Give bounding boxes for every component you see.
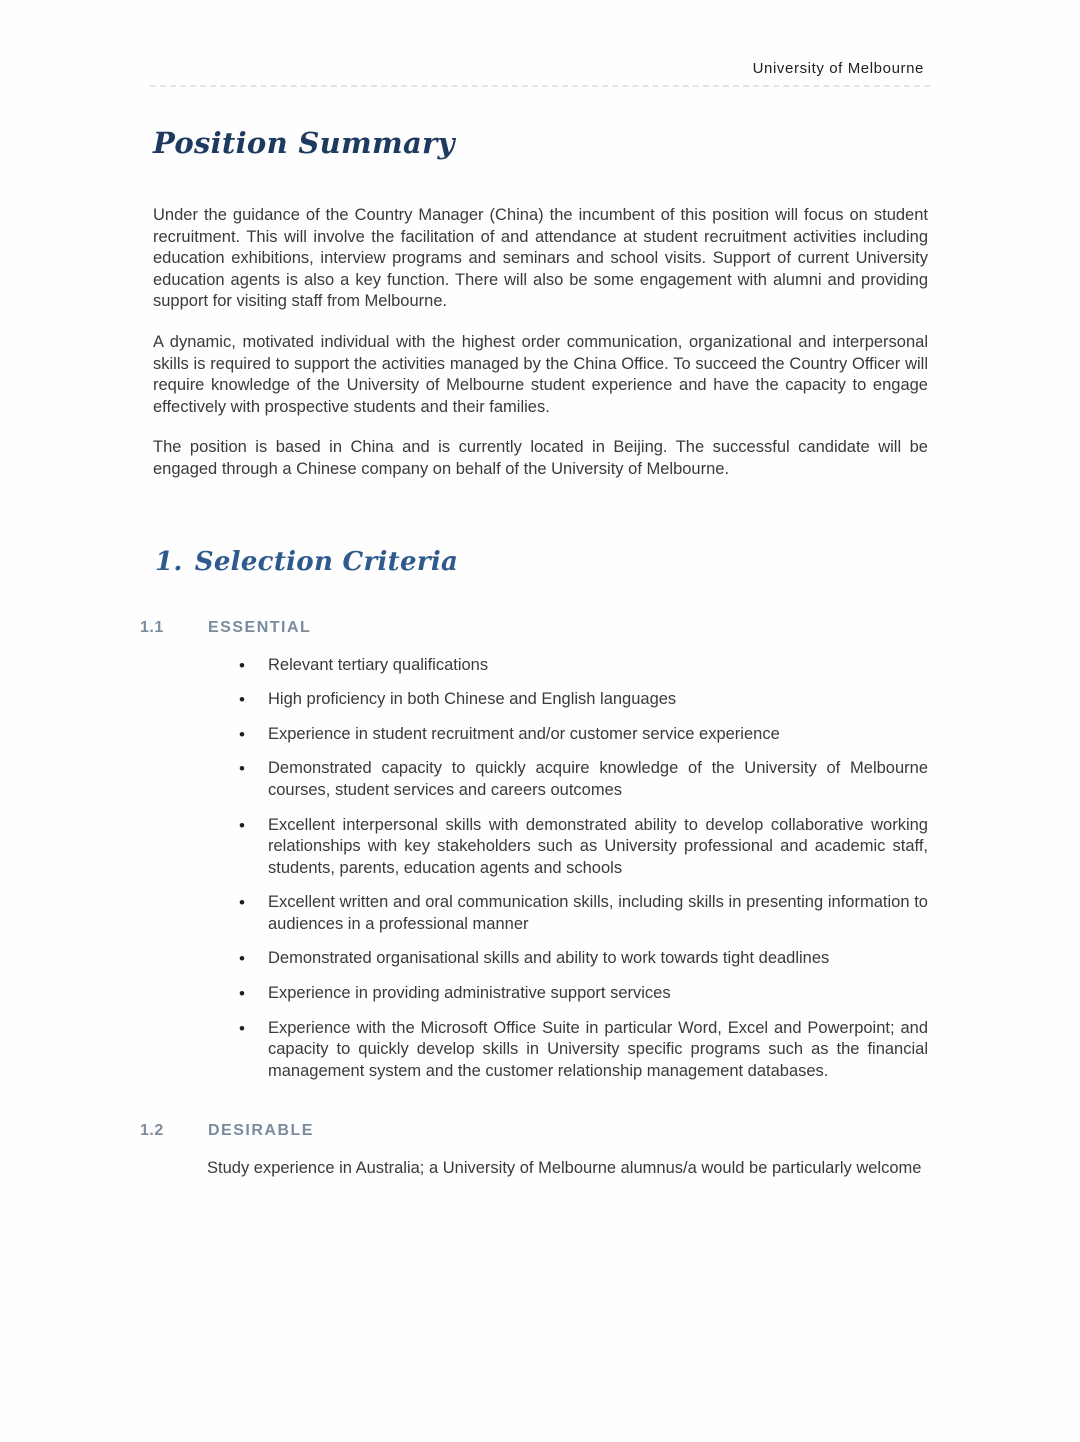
list-item: • Experience in student recruitment and/or customer service experience [237, 724, 928, 746]
essential-subheading-number: 1.1 [140, 618, 164, 636]
list-item: • Excellent interpersonal skills with demonstrated ability to develop collaborative working relationships with key stakeholders such as University professional and academic staff, students, parents, education agents and schools [237, 815, 928, 880]
list-item: • Experience with the Microsoft Office Suite in particular Word, Excel and Powerpoint; and capacity to quickly develop skills in University specific programs such as the financial management system and the customer relationship management databases. [237, 1018, 928, 1083]
position-summary-paragraph-3: The position is based in China and is currently located in Beijing. The successful candidate will be engaged through a Chinese company on behalf of the University of Melbourne. [153, 438, 928, 478]
selection-criteria-heading [155, 545, 1080, 579]
position-summary-paragraph-2: A dynamic, motivated individual with the highest order communication, organizational and interpersonal skills is required to support the activities managed by the China Office. To succeed the Country Officer will require knowledge of the University of Melbourne student experience and have the capacity to engage effectively with prospective students and their families. [153, 332, 928, 416]
essential-criteria-list [237, 655, 928, 1083]
selection-criteria-heading-number: 1. [155, 546, 183, 577]
list-item: • Excellent written and oral communication skills, including skills in presenting information to audiences in a professional manner [237, 892, 928, 935]
page-header [150, 60, 930, 87]
header-divider [150, 85, 930, 87]
list-item: • Demonstrated capacity to quickly acquire knowledge of the University of Melbourne courses, student services and careers outcomes [237, 758, 928, 801]
header-org-name: University of Melbourne [752, 60, 924, 77]
desirable-subheading [140, 1121, 1080, 1141]
position-summary-heading: Position Summary [153, 126, 455, 160]
essential-subheading [140, 618, 1080, 638]
essential-subheading-label: ESSENTIAL [208, 618, 312, 636]
selection-criteria-heading-text: Selection Criteria [194, 546, 459, 577]
position-summary-paragraph-1: Under the guidance of the Country Manager (China) the incumbent of this position will focus on student recruitment. This will involve the facilitation of and attendance at student recruitment activities including education exhibitions, interview programs and seminars and school visits. Support of current University education agents is also a key function. There will also be some engagement with alumni and providing support for visiting staff from Melbourne. [153, 206, 928, 311]
list-item: • Relevant tertiary qualifications [237, 655, 928, 677]
list-item: • Demonstrated organisational skills and ability to work towards tight deadlines [237, 948, 928, 970]
desirable-subheading-label: DESIRABLE [208, 1122, 314, 1140]
list-item: • Experience in providing administrative support services [237, 983, 928, 1005]
desirable-subheading-number: 1.2 [140, 1122, 164, 1140]
desirable-text: Study experience in Australia; a University of Melbourne alumnus/a would be particularly welcome [207, 1159, 922, 1178]
list-item: • High proficiency in both Chinese and English languages [237, 689, 928, 711]
